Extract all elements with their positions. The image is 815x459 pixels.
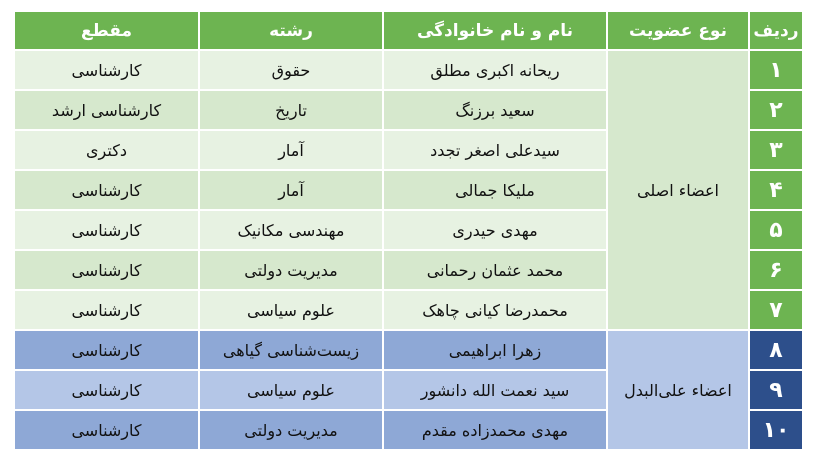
member-field: آمار — [198, 171, 382, 211]
table-row — [13, 51, 802, 91]
header-row — [13, 12, 802, 51]
member-degree: کارشناسی — [13, 51, 198, 91]
member-name: سید نعمت الله دانشور — [382, 371, 606, 411]
member-degree: کارشناسی — [13, 371, 198, 411]
member-degree: کارشناسی — [13, 411, 198, 451]
member-degree: کارشناسی ارشد — [13, 91, 198, 131]
member-name: ملیکا جمالی — [382, 171, 606, 211]
member-name: ریحانه اکبری مطلق — [382, 51, 606, 91]
member-name: سیدعلی اصغر تجدد — [382, 131, 606, 171]
header-membership: نوع عضویت — [606, 12, 748, 51]
group-alternate-label: اعضاء علی‌البدل — [606, 331, 748, 451]
member-field: علوم سیاسی — [198, 291, 382, 331]
member-degree: کارشناسی — [13, 291, 198, 331]
member-name: مهدی محمدزاده مقدم — [382, 411, 606, 451]
member-name: سعید برزنگ — [382, 91, 606, 131]
member-name: زهرا ابراهیمی — [382, 331, 606, 371]
member-field: مهندسی مکانیک — [198, 211, 382, 251]
group-main-label: اعضاء اصلی — [606, 51, 748, 331]
row-number: ۳ — [748, 131, 802, 171]
row-number: ۵ — [748, 211, 802, 251]
row-number: ۲ — [748, 91, 802, 131]
member-name: مهدی حیدری — [382, 211, 606, 251]
member-degree: کارشناسی — [13, 251, 198, 291]
header-degree: مقطع — [13, 12, 198, 51]
member-degree: کارشناسی — [13, 211, 198, 251]
table-row — [13, 331, 802, 371]
row-number: ۸ — [748, 331, 802, 371]
header-name: نام و نام خانوادگی — [382, 12, 606, 51]
row-number: ۱۰ — [748, 411, 802, 451]
member-field: حقوق — [198, 51, 382, 91]
row-number: ۱ — [748, 51, 802, 91]
member-name: محمد عثمان رحمانی — [382, 251, 606, 291]
member-field: مدیریت دولتی — [198, 251, 382, 291]
member-degree: کارشناسی — [13, 331, 198, 371]
member-field: آمار — [198, 131, 382, 171]
row-number: ۷ — [748, 291, 802, 331]
members-table — [13, 12, 802, 451]
member-field: زیست‌شناسی گیاهی — [198, 331, 382, 371]
member-degree: کارشناسی — [13, 171, 198, 211]
row-number: ۶ — [748, 251, 802, 291]
header-field: رشته — [198, 12, 382, 51]
member-field: تاریخ — [198, 91, 382, 131]
member-field: مدیریت دولتی — [198, 411, 382, 451]
row-number: ۹ — [748, 371, 802, 411]
member-degree: دکتری — [13, 131, 198, 171]
member-field: علوم سیاسی — [198, 371, 382, 411]
header-row-no: ردیف — [748, 12, 802, 51]
member-name: محمدرضا کیانی چاهک — [382, 291, 606, 331]
row-number: ۴ — [748, 171, 802, 211]
